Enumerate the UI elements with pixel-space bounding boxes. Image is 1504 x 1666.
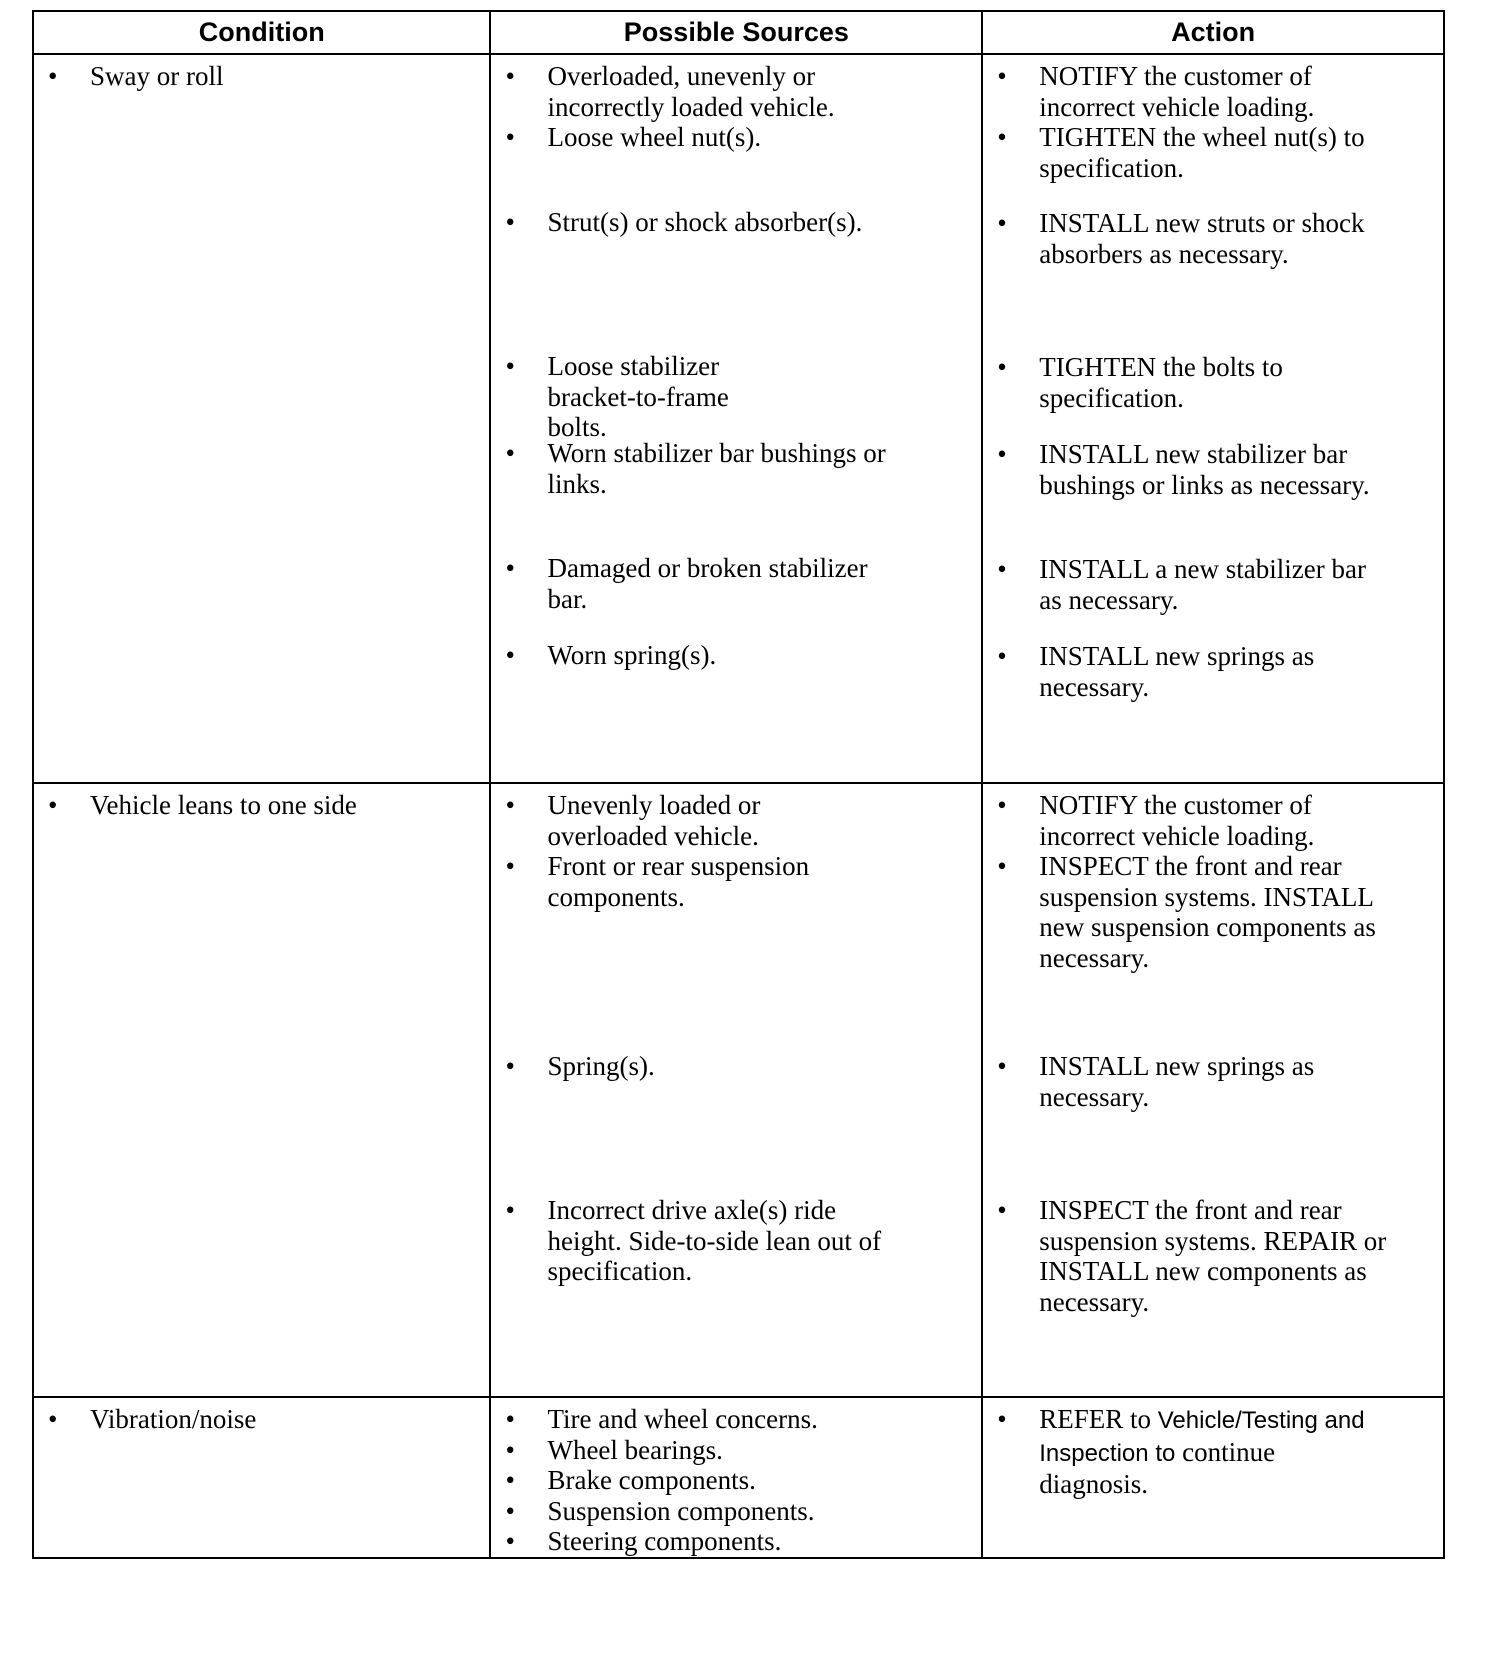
action-item: • INSPECT the front and rear suspension systems. INSTALL new suspension components as necessary.: [983, 851, 1384, 1051]
condition-cell: [33, 783, 490, 1397]
source-item: • Unevenly loaded or overloaded vehicle.: [491, 790, 787, 851]
action-item: • TIGHTEN the bolts to specification.: [983, 352, 1319, 439]
condition-item: • Sway or roll: [34, 61, 479, 92]
refer-lead: REFER to: [1039, 1404, 1151, 1434]
action-item: • NOTIFY the customer of incorrect vehicle loading.: [983, 790, 1349, 851]
condition-cell: [33, 1397, 490, 1558]
header-possible-sources: Possible Sources: [490, 11, 982, 54]
source-item: • Front or rear suspension components.: [491, 851, 847, 1051]
source-item: • Worn stabilizer bar bushings or links.: [491, 438, 892, 553]
condition-item: • Vehicle leans to one side: [34, 790, 479, 821]
condition-item: • Vibration/noise: [34, 1404, 479, 1435]
source-item: • Damaged or broken stabilizer bar.: [491, 553, 902, 640]
action-item: • TIGHTEN the wheel nut(s) to specification.: [983, 122, 1399, 208]
action-item: • INSTALL new springs as necessary.: [983, 641, 1349, 702]
action-item: • INSTALL a new stabilizer bar as necessary.: [983, 554, 1369, 641]
sources-cell: [490, 1397, 982, 1558]
sources-cell: [490, 783, 982, 1397]
action-item: • INSPECT the front and rear suspension systems. REPAIR or INSTALL new components as necessary.: [983, 1195, 1394, 1317]
source-item: • Spring(s).: [491, 1051, 971, 1195]
action-item: • NOTIFY the customer of incorrect vehicle loading.: [983, 61, 1349, 122]
refer-link[interactable]: Vehicle/Testing and Inspection: [1039, 1407, 1365, 1467]
action-item: • INSTALL new springs as necessary.: [983, 1051, 1349, 1195]
source-item: • Overloaded, unevenly or incorrectly loaded vehicle.: [491, 61, 847, 122]
source-item: • Tire and wheel concerns.: [491, 1404, 971, 1435]
table-row: [33, 1397, 1444, 1558]
condition-cell: [33, 54, 490, 783]
source-item: • Wheel bearings.: [491, 1435, 971, 1466]
sources-cell: [490, 54, 982, 783]
action-item: • INSTALL new struts or shock absorbers as necessary.: [983, 208, 1399, 352]
table-row: [33, 783, 1444, 1397]
source-item: • Worn spring(s).: [491, 640, 971, 671]
source-item: • Loose stabilizer bracket-to-frame bolts.: [491, 351, 747, 438]
source-item: • Incorrect drive axle(s) ride height. Side-to-side lean out of specification.: [491, 1195, 892, 1287]
action-item: • INSTALL new stabilizer bar bushings or links as necessary.: [983, 439, 1384, 554]
header-action: Action: [982, 11, 1444, 54]
refer-tail: continue diagnosis.: [1039, 1436, 1276, 1499]
action-cell: [982, 783, 1444, 1397]
header-row: [33, 11, 1444, 54]
action-cell: [982, 1397, 1444, 1558]
table-row: [33, 54, 1444, 783]
source-item: • Steering components.: [491, 1526, 971, 1557]
action-item: [983, 1404, 1369, 1500]
source-item: • Brake components.: [491, 1465, 971, 1496]
action-cell: [982, 54, 1444, 783]
source-item: • Suspension components.: [491, 1496, 971, 1527]
diagnosis-table: [32, 10, 1445, 1559]
header-condition: Condition: [33, 11, 490, 54]
refer-mid: to: [1155, 1439, 1176, 1467]
source-item: • Strut(s) or shock absorber(s).: [491, 207, 971, 351]
source-item: • Loose wheel nut(s).: [491, 122, 971, 207]
